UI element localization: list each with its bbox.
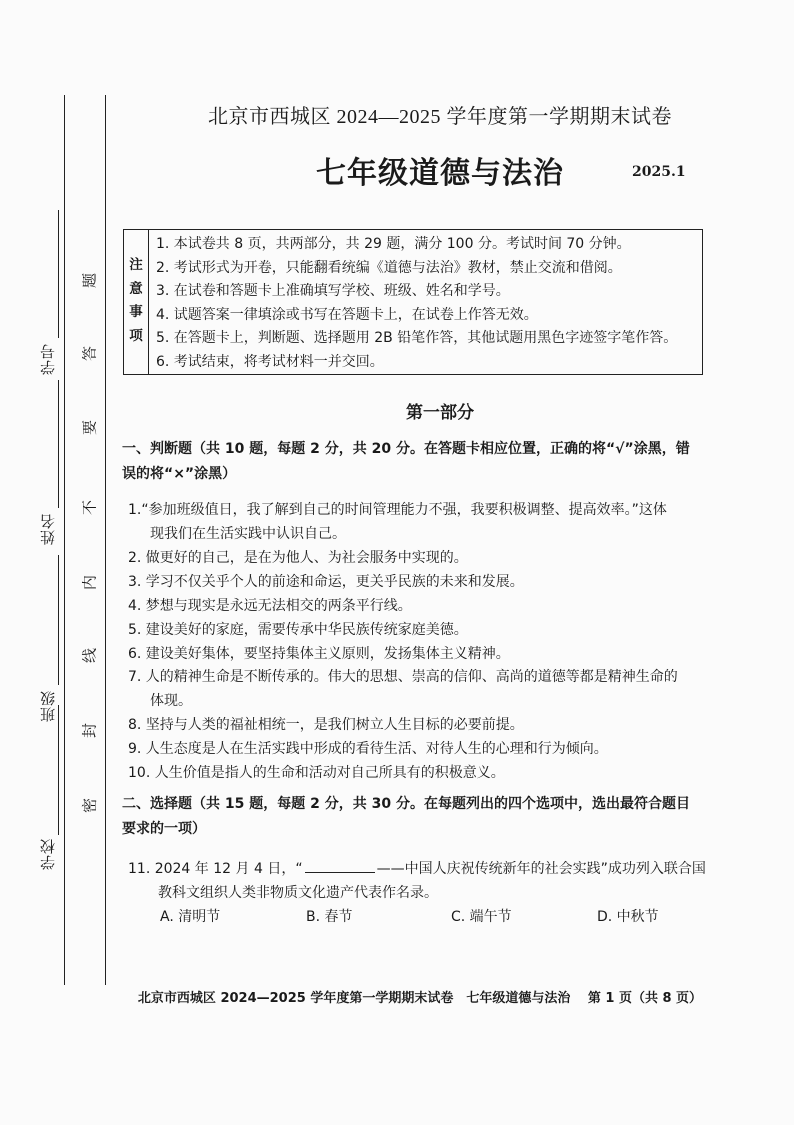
seal-char: 线 [80, 648, 99, 664]
name-field[interactable] [58, 380, 59, 508]
notice-heading-char: 注 [129, 257, 143, 273]
seal-char: 题 [80, 273, 99, 289]
subject-title: 七年级道德与法治 [316, 156, 564, 191]
notice-item: 6. 考试结束，将考试材料一并交回。 [156, 353, 384, 370]
judgment-question: 9. 人生态度是人在生活实践中形成的看待生活、对待人生的心理和行为倾向。 [128, 741, 608, 757]
choice-question-11 [128, 858, 713, 905]
part-title: 第一部分 [406, 403, 474, 423]
notice-box [123, 229, 703, 375]
seal-char: 内 [80, 575, 99, 591]
notice-item: 4. 试题答案一律填涂或书写在答题卡上，在试卷上作答无效。 [156, 306, 538, 323]
judgment-question: 5. 建设美好的家庭，需要传承中华民族传统家庭美德。 [128, 622, 468, 638]
section-heading-line: 误的将“×”涂黑） [122, 466, 237, 482]
judgment-question: 6. 建设美好集体，要坚持集体主义原则，发扬集体主义精神。 [128, 646, 510, 662]
seal-char: 答 [80, 346, 99, 362]
section-heading-line: 二、选择题（共 15 题，每题 2 分，共 30 分。在每题列出的四个选项中，选出最符合题目 [122, 796, 690, 812]
question-text: 11. 2024 年 12 月 4 日，“ [128, 861, 303, 877]
class-field[interactable] [58, 555, 59, 685]
notice-item: 3. 在试卷和答题卡上准确填写学校、班级、姓名和学号。 [156, 283, 510, 299]
judgment-question [128, 499, 713, 546]
notice-item: 5. 在答题卡上，判断题、选择题用 2B 铅笔作答，其他试题用黑色字迹签字笔作答。 [156, 330, 678, 346]
question-text: 1.“参加班级值日，我了解到自己的时间管理能力不强，我要积极调整、提高效率。”这体 [128, 502, 667, 518]
student-id-field[interactable] [58, 210, 59, 338]
judgment-question: 4. 梦想与现实是永远无法相交的两条平行线。 [128, 598, 412, 614]
class-label: 班级 [39, 690, 57, 722]
notice-item: 1. 本试卷共 8 页，共两部分，共 29 题，满分 100 分。考试时间 70 分钟。 [156, 236, 631, 252]
section-heading-line: 一、判断题（共 10 题，每题 2 分，共 20 分。在答题卡相应位置，正确的将“√”涂黑，错 [122, 441, 690, 457]
question-text: 7. 人的精神生命是不断传承的。伟大的思想、崇高的信仰、高尚的道德等都是精神生命的 [128, 669, 678, 685]
judgment-question [128, 666, 713, 713]
option-c: C. 端午节 [451, 909, 512, 925]
option-d: D. 中秋节 [597, 909, 659, 925]
notice-heading-char: 意 [129, 280, 143, 297]
seal-char: 密 [80, 798, 99, 814]
seal-char: 封 [80, 723, 99, 739]
section-heading-line: 要求的一项） [122, 821, 206, 837]
binding-line-inner [105, 95, 106, 985]
section-heading-judgment [122, 437, 712, 487]
option-b: B. 春节 [306, 909, 353, 925]
page-footer: 北京市西城区 2024—2025 学年度第一学期期末试卷 七年级道德与法治 第 1 页（共 8 页） [137, 991, 703, 1006]
notice-list [156, 233, 696, 374]
question-text: ——中国人庆祝传统新年的社会实践”成功列入联合国 [376, 861, 706, 877]
question-text: 现我们在生活实践中认识自己。 [150, 525, 346, 542]
judgment-question: 10. 人生价值是指人的生命和活动对自己所具有的积极意义。 [128, 765, 505, 781]
seal-char: 不 [80, 500, 99, 516]
option-a: A. 清明节 [160, 909, 221, 925]
school-field[interactable] [58, 705, 59, 835]
seal-char: 要 [80, 420, 99, 436]
notice-heading-char: 事 [129, 304, 143, 320]
exam-date: 2025.1 [632, 164, 686, 180]
notice-item: 2. 考试形式为开卷，只能翻看统编《道德与法治》教材，禁止交流和借阅。 [156, 259, 622, 276]
answer-blank [305, 858, 375, 873]
school-label: 学校 [39, 838, 57, 870]
judgment-question: 3. 学习不仅关乎个人的前途和命运，更关乎民族的未来和发展。 [128, 574, 524, 590]
name-label: 姓名 [39, 513, 57, 545]
question-text: 教科文组织人类非物质文化遗产代表作名录。 [158, 884, 438, 901]
notice-heading [124, 230, 149, 374]
judgment-question: 2. 做更好的自己，是在为他人、为社会服务中实现的。 [128, 550, 468, 566]
judgment-question: 8. 坚持与人类的福祉相统一，是我们树立人生目标的必要前提。 [128, 717, 524, 733]
notice-heading-char: 项 [129, 327, 143, 344]
section-heading-choice [122, 792, 712, 842]
exam-title: 北京市西城区 2024—2025 学年度第一学期期末试卷 [208, 106, 672, 128]
question-text: 体现。 [150, 692, 192, 709]
student-id-label: 学号 [39, 343, 57, 375]
